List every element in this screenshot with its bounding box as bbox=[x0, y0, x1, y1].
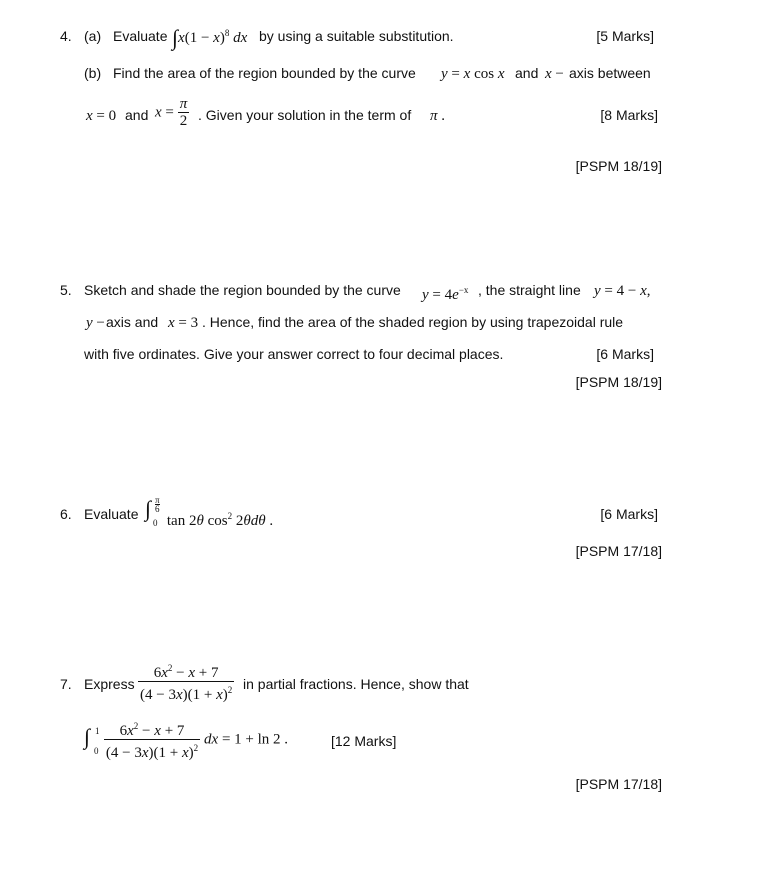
question-text: . Hence, find the area of the shaded region by using trapezoidal rule bbox=[202, 314, 624, 330]
question-text: Find the area of the region bounded by the curve bbox=[113, 65, 416, 81]
source-tag: [PSPM 18/19] bbox=[575, 158, 662, 174]
question-number: 5. bbox=[60, 282, 72, 298]
source-tag: [PSPM 17/18] bbox=[575, 543, 662, 559]
question-text: axis between bbox=[569, 65, 651, 81]
math-curve: y = x cos x bbox=[441, 66, 505, 82]
integral-identity: ∫ 1 0 $\frac{6x^2 - x + 7}{(4 - 3x)(1 + x)^2}$ dx = 1 + ln 2 . bbox=[84, 721, 289, 761]
question-text: Sketch and shade the region bounded by the curve bbox=[84, 282, 401, 298]
question-text: axis and bbox=[106, 314, 159, 330]
question-text: Express bbox=[84, 676, 135, 692]
marks: [12 Marks] bbox=[331, 733, 397, 749]
source-tag: [PSPM 17/18] bbox=[575, 776, 662, 792]
math-axis: x − bbox=[545, 66, 564, 82]
question-number: 6. bbox=[60, 506, 72, 522]
question-text: Evaluate bbox=[113, 28, 168, 44]
math-line: y = 4 − x, bbox=[594, 283, 651, 299]
question-number: 4. bbox=[60, 28, 72, 44]
math-fraction: $\frac{6x^2 - x + 7}{(4 - 3x)(1 + x)^2}$ bbox=[140, 663, 233, 703]
integral-expression: ∫ π 6 0 tan 2θ $\cos^2 2\theta d\theta$ . bbox=[145, 495, 274, 529]
math-bound: x = 3 bbox=[168, 315, 199, 331]
question-text: , the straight line bbox=[478, 282, 581, 298]
question-text: Evaluate bbox=[84, 506, 139, 522]
math-upper-bound: x = $\frac{\pi}{2}$ bbox=[155, 96, 188, 129]
marks: [5 Marks] bbox=[596, 28, 654, 44]
source-tag: [PSPM 18/19] bbox=[575, 374, 662, 390]
question-text: with five ordinates. Give your answer correct to four decimal places. bbox=[84, 346, 504, 362]
integral-expression: $\int x(1 - x)^8$ dx bbox=[172, 25, 248, 50]
marks: [8 Marks] bbox=[600, 107, 658, 123]
question-number: 7. bbox=[60, 676, 72, 692]
math-pi: π . bbox=[430, 108, 446, 124]
question-text: . Given your solution in the term of bbox=[198, 107, 412, 123]
question-text: and bbox=[515, 65, 539, 81]
marks: [6 Marks] bbox=[600, 506, 658, 522]
question-text: by using a suitable substitution. bbox=[259, 28, 454, 44]
question-text: and bbox=[125, 107, 149, 123]
math-lower-bound: x = 0 bbox=[86, 108, 117, 124]
marks: [6 Marks] bbox=[596, 346, 654, 362]
part-label: (b) bbox=[84, 65, 102, 81]
part-label: (a) bbox=[84, 28, 102, 44]
math-axis: y − bbox=[86, 315, 105, 331]
math-curve: $y = 4e^{-x}$ bbox=[422, 285, 469, 303]
question-text: in partial fractions. Hence, show that bbox=[243, 676, 469, 692]
